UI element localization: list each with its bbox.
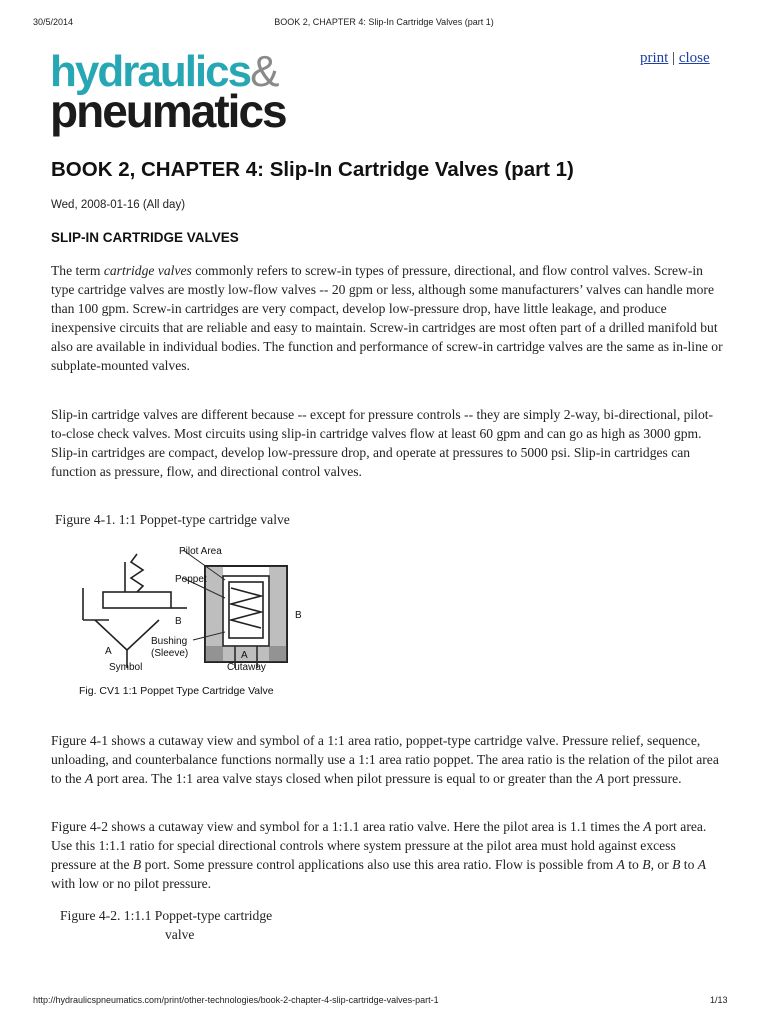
top-links [640, 50, 710, 67]
footer-page-number: 1/13 [710, 995, 728, 1005]
logo-word-pneumatics: pneumatics [50, 85, 286, 137]
close-link[interactable]: close [678, 50, 710, 66]
logo-word-hydraulics: hydraulics [50, 47, 251, 96]
paragraph-1: The term cartridge valves commonly refers to screw-in types of pressure, directional, and flow control valves. Screw-in type cartridge valves are mostly low-flow valves -- 20 gpm or less, although some manufacturers’ valves can handle more than 100 gpm. Screw-in cartridges are very compact, develop low-pressure drop, have little leakage, and produce inexpensive circuits that are reliable and easy to maintain. Screw-in cartridges are most often part of a drilled manifold but also are available in individual bodies. The function and performance of screw-in cartridge valves are the same as in-line or subplate-mounted valves. [51, 263, 723, 373]
label-cutaway: Cutaway [227, 662, 266, 673]
paragraph-4: Figure 4-2 shows a cutaway view and symbol for a 1:1.1 area ratio valve. Here the pilot area is 1.1 times the A port area. Use this 1:1.1 ratio for special directional controls where system pressure at the pilot area must hold against excess pressure at the B port. Some pressure control applications also use this area ratio. Flow is possible from A to B, or B to A with low or no pilot pressure. [51, 819, 707, 891]
link-separator: | [672, 50, 676, 66]
label-b-left: B [175, 616, 182, 627]
footer-url: http://hydraulicspneumatics.com/print/other-technologies/book-2-chapter-4-slip-cartridge-valves-part-1 [33, 995, 439, 1005]
site-logo[interactable] [50, 47, 286, 137]
label-sleeve: (Sleeve) [151, 648, 189, 659]
article-date: Wed, 2008-01-16 (All day) [51, 199, 186, 211]
label-a-cutaway: A [241, 650, 248, 661]
label-poppet: Poppet [175, 574, 207, 585]
print-link[interactable]: print [640, 50, 669, 66]
figure-1-cartridge-valve-diagram [75, 540, 315, 702]
logo-ampersand: & [250, 47, 278, 96]
figure-1-inner-caption: Fig. CV1 1:1 Poppet Type Cartridge Valve [79, 685, 274, 697]
article-title: BOOK 2, CHAPTER 4: Slip-In Cartridge Valves (part 1) [51, 158, 574, 181]
figure-1-caption: Figure 4-1. 1:1 Poppet-type cartridge valve [55, 512, 290, 527]
cutaway-spring [231, 588, 261, 628]
print-page-title: BOOK 2, CHAPTER 4: Slip-In Cartridge Valves (part 1) [274, 17, 494, 27]
label-b-right: B [295, 610, 302, 621]
label-pilot-area: Pilot Area [179, 546, 222, 557]
label-a-symbol: A [105, 646, 112, 657]
print-date: 30/5/2014 [33, 17, 74, 27]
figure-2-caption: Figure 4-2. 1:1.1 Poppet-type cartridge valve [60, 908, 273, 942]
paragraph-3: Figure 4-1 shows a cutaway view and symbol of a 1:1 area ratio, poppet-type cartridge valve. Pressure relief, sequence, unloading, and counterbalance functions normally use a 1:1 area ratio poppet. The area ratio is the relation of the pilot area to the A port area. The 1:1 area valve stays closed when pilot pressure is equal to or greater than the A port pressure. [51, 733, 719, 786]
symbol-spring [131, 554, 143, 592]
label-bushing: Bushing [151, 636, 188, 647]
section-heading: SLIP-IN CARTRIDGE VALVES [51, 230, 239, 245]
paragraph-2: Slip-in cartridge valves are different because -- except for pressure controls -- they are simply 2-way, bi-directional, pilot-to-close check valves. Most circuits using slip-in cartridge valves flow at least 60 gpm and can go as high as 3000 gpm. Slip-in cartridges are compact, develop low-pressure drop, and operate at pressures to 5000 psi. Slip-in cartridges can function as pressure, flow, and directional control valves. [51, 407, 714, 479]
label-symbol: Symbol [109, 662, 143, 673]
